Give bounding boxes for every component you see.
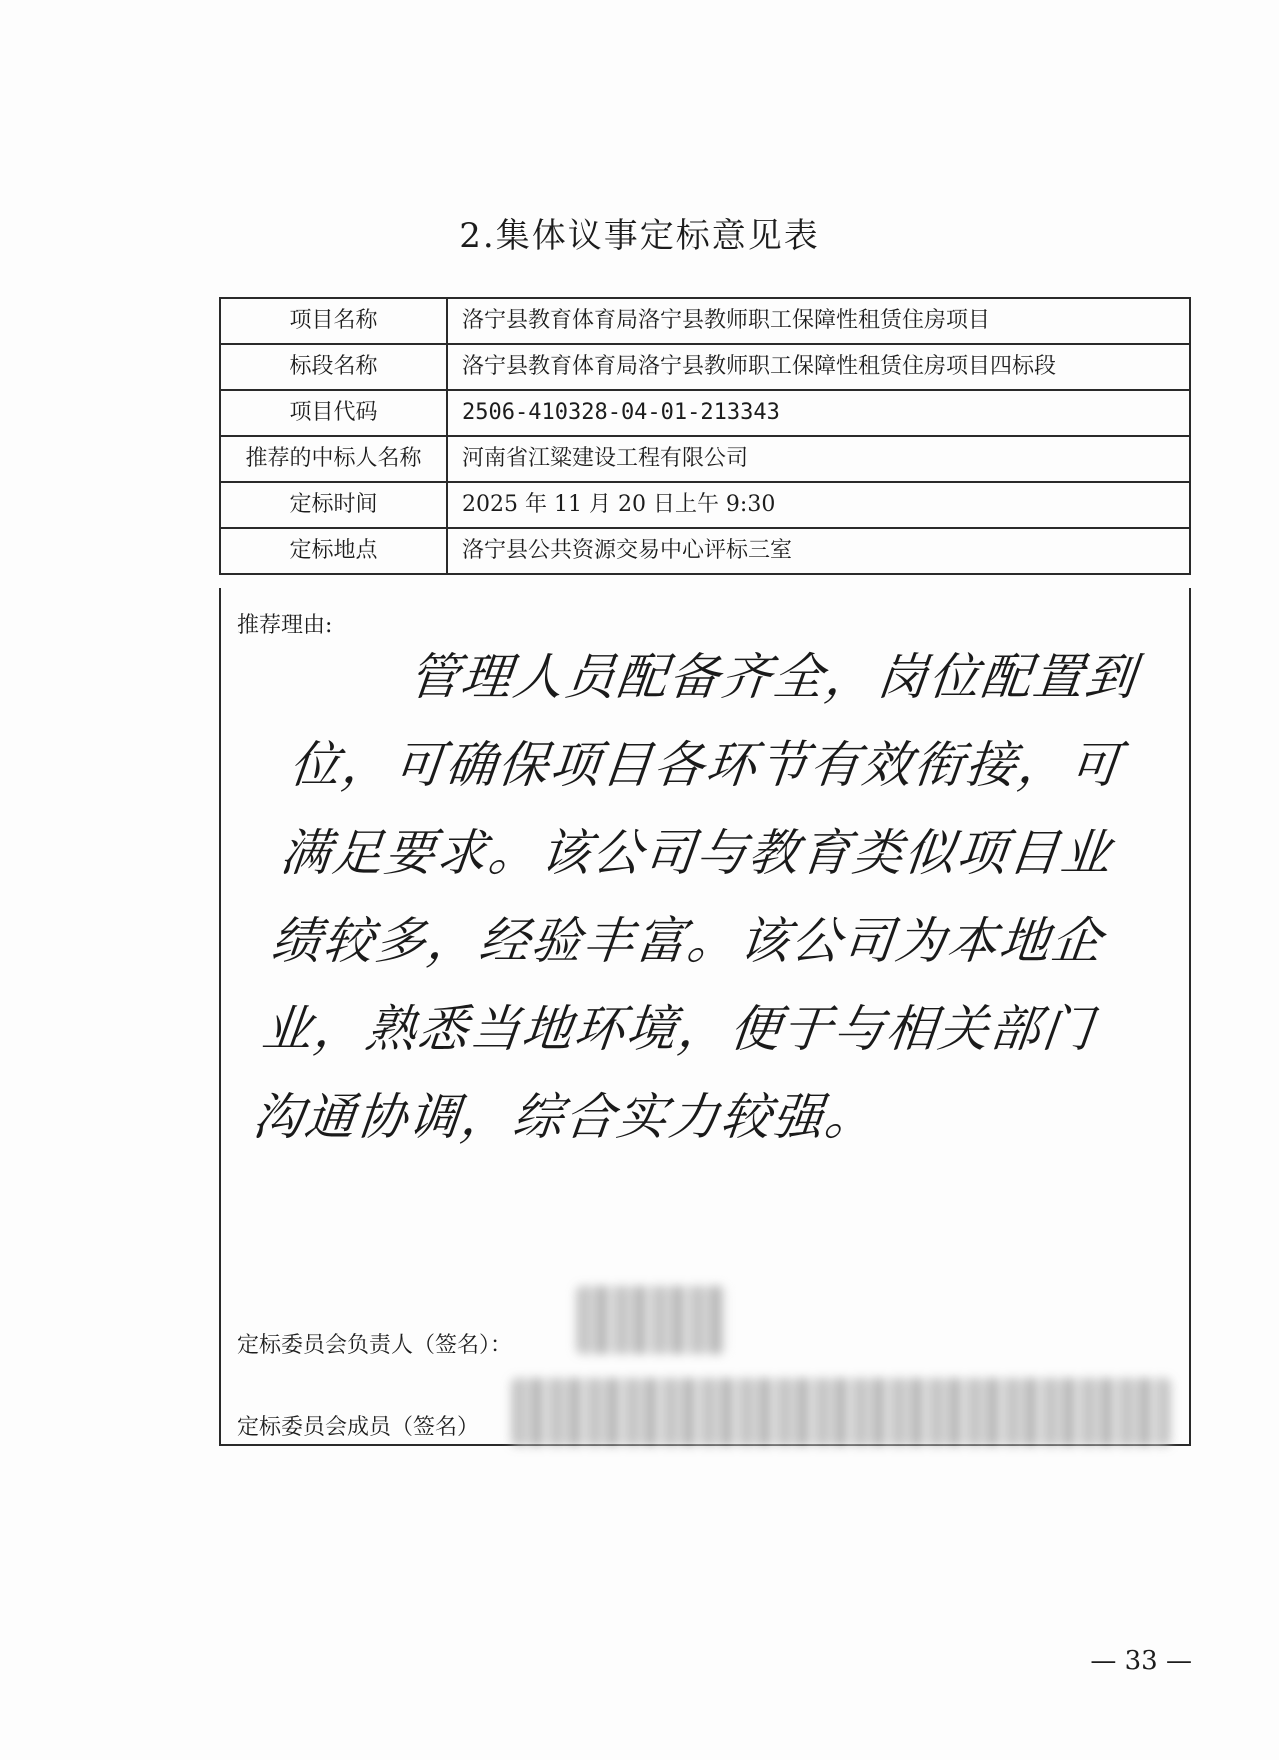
row-value-project-code: 2506-410328-04-01-213343 bbox=[447, 390, 1190, 436]
row-label-section-name: 标段名称 bbox=[220, 344, 447, 390]
table-row bbox=[220, 298, 1190, 344]
members-signature-label: 定标委员会成员（签名） bbox=[237, 1415, 480, 1440]
row-value-recommended-bidder: 河南省江粱建设工程有限公司 bbox=[447, 436, 1190, 482]
row-label-award-location: 定标地点 bbox=[220, 528, 447, 574]
table-row bbox=[220, 436, 1190, 482]
row-label-project-code: 项目代码 bbox=[220, 390, 447, 436]
page-number: — 33 — bbox=[1090, 1646, 1192, 1676]
head-signature-label: 定标委员会负责人（签名）： bbox=[237, 1333, 513, 1358]
table-row bbox=[220, 390, 1190, 436]
members-signature-redacted bbox=[511, 1378, 1171, 1446]
reason-label: 推荐理由: bbox=[237, 613, 333, 638]
row-label-project-name: 项目名称 bbox=[220, 298, 447, 344]
page-title: 2.集体议事定标意见表 bbox=[459, 216, 820, 256]
recommendation-section bbox=[219, 588, 1191, 1446]
row-value-award-time: 2025 年 11 月 20 日上午 9:30 bbox=[447, 482, 1190, 528]
row-value-section-name: 洛宁县教育体育局洛宁县教师职工保障性租赁住房项目四标段 bbox=[447, 344, 1190, 390]
row-value-project-name: 洛宁县教育体育局洛宁县教师职工保障性租赁住房项目 bbox=[447, 298, 1190, 344]
bid-form-table bbox=[219, 297, 1191, 575]
table-row bbox=[220, 344, 1190, 390]
head-signature-redacted bbox=[576, 1286, 726, 1354]
row-label-award-time: 定标时间 bbox=[220, 482, 447, 528]
table-row bbox=[220, 482, 1190, 528]
row-label-recommended-bidder: 推荐的中标人名称 bbox=[220, 436, 447, 482]
table-row bbox=[220, 528, 1190, 574]
row-value-award-location: 洛宁县公共资源交易中心评标三室 bbox=[447, 528, 1190, 574]
handwritten-reason: 管理人员配备齐全，岗位配置到位，可确保项目各环节有效衔接，可满足要求。该公司与教育类似项目业绩较多，经验丰富。该公司为本地企业，熟悉当地环境，便于与相关部门沟通协调，综合实力较强。 bbox=[249, 648, 1141, 1146]
